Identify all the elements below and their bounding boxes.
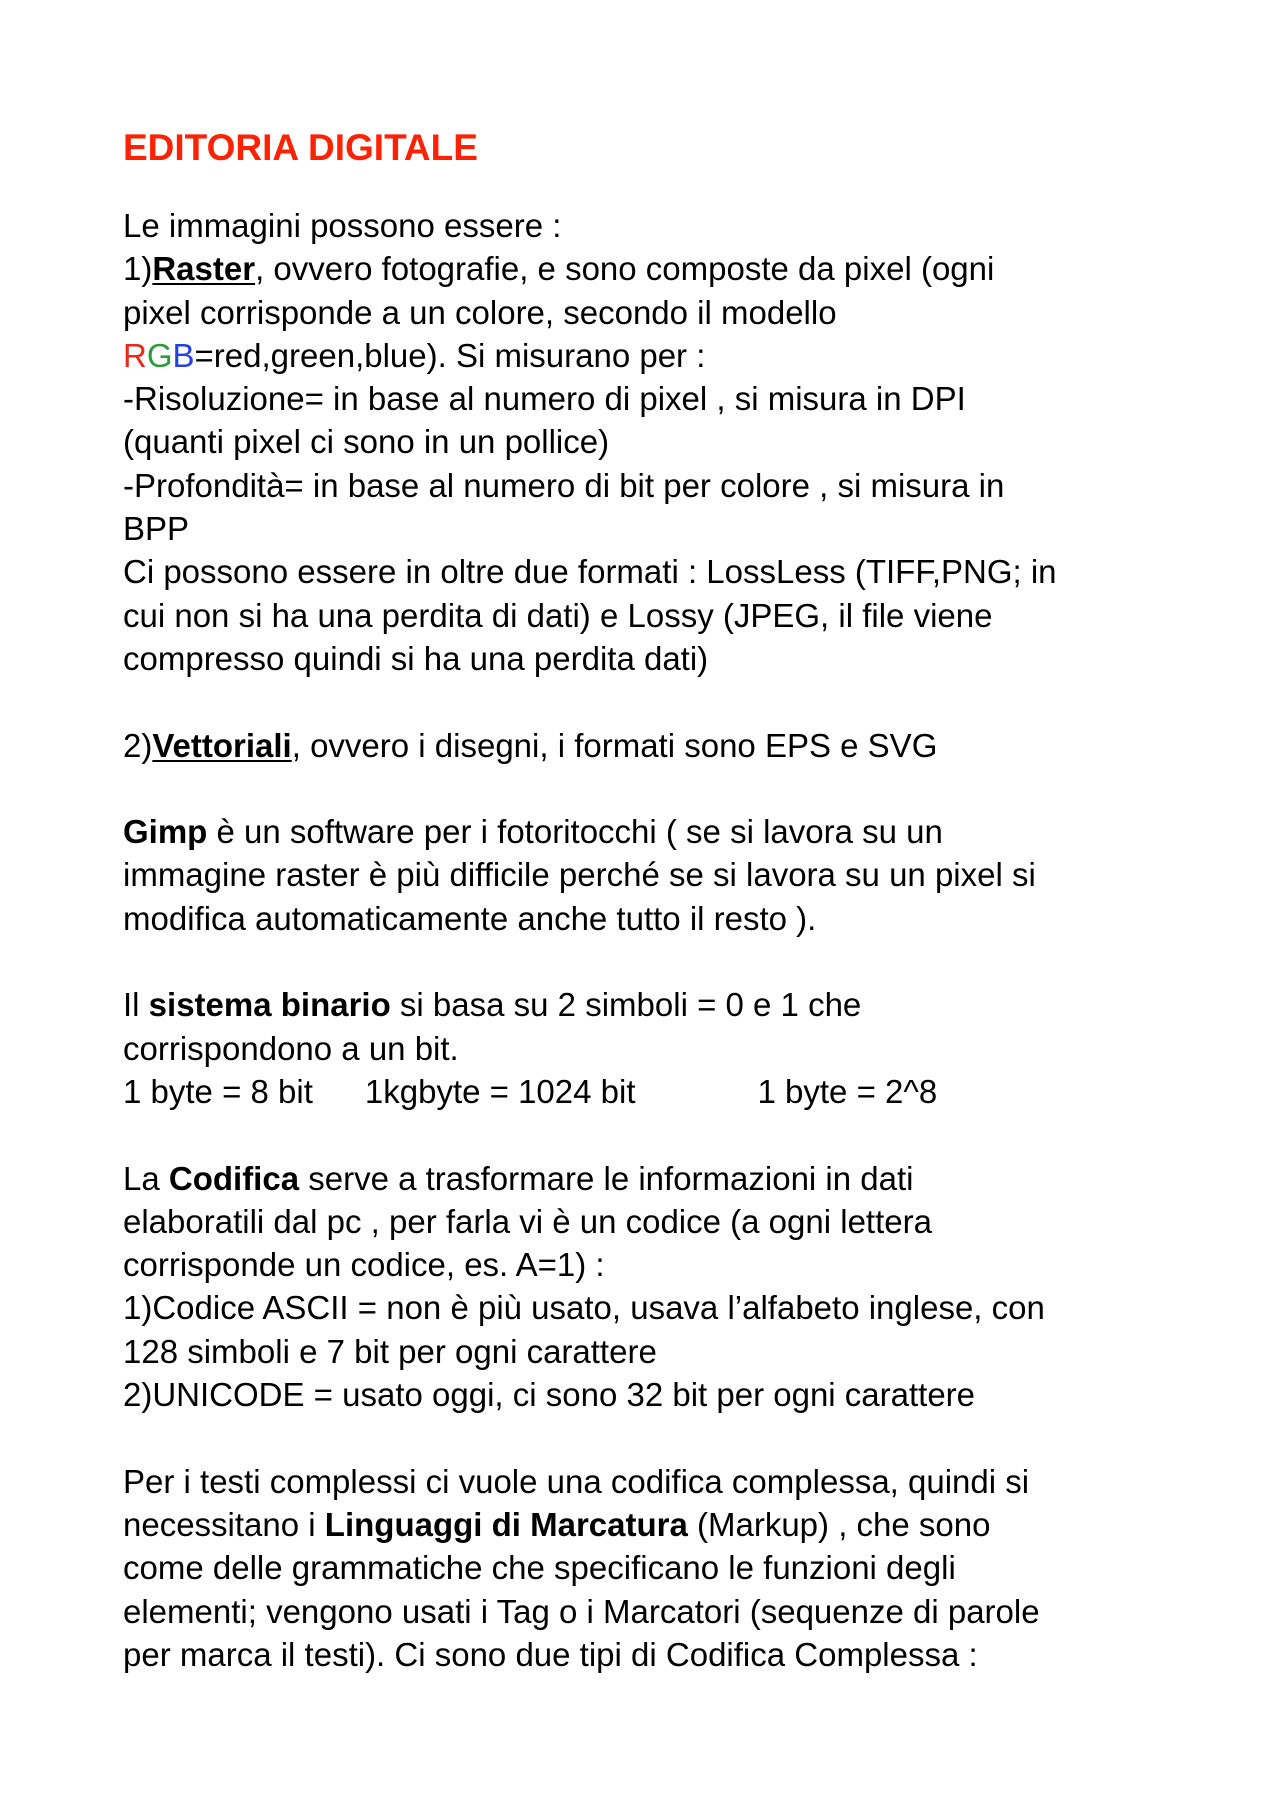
risoluzione-line-1: -Risoluzione= in base al numero di pixel , si misura in DPI [123, 380, 966, 418]
raster-line-1 [123, 247, 1183, 290]
markup-line-1: Per i testi complessi ci vuole una codifica complessa, quindi si [123, 1462, 1030, 1500]
binario-text-1: si basa su 2 simboli = 0 e 1 che [390, 986, 862, 1024]
document-page [123, 118, 1183, 1676]
markup-pre: necessitano i [123, 1505, 325, 1543]
rgb-g: G [146, 336, 173, 374]
raster-line-2: pixel corrisponde a un colore, secondo il modello [123, 293, 837, 331]
rgb-b: B [172, 336, 195, 374]
gimp-text-1: è un software per i fotoritocchi ( se si lavora su un [207, 813, 943, 851]
formati-line-3: compresso quindi si ha una perdita dati) [123, 639, 709, 677]
markup-line-4: elementi; vengono usati i Tag o i Marcatori (sequenze di parole [123, 1592, 1040, 1630]
rgb-r: R [123, 336, 147, 374]
binario-line-2: corrispondono a un bit. [123, 1029, 459, 1067]
profondita-line-1: -Profondità= in base al numero di bit per colore , si misura in [123, 466, 1005, 504]
ascii-line-1: 1)Codice ASCII = non è più usato, usava l’alfabeto inglese, con [123, 1289, 1045, 1327]
markup-post: (Markup) , che sono [687, 1505, 991, 1543]
profondita-line-2: BPP [123, 510, 190, 548]
paragraph-gap [123, 1416, 1183, 1459]
vettoriali-term: Vettoriali [152, 726, 292, 764]
gimp-line-2: immagine raster è più difficile perché se si lavora su un pixel si [123, 856, 1036, 894]
raster-text-1: , ovvero fotografie, e sono composte da pixel (ogni [255, 250, 995, 288]
gimp-line-3: modifica automaticamente anche tutto il resto ). [123, 899, 817, 937]
risoluzione-line-2: (quanti pixel ci sono in un pollice) [123, 423, 610, 461]
vettoriali-line [123, 724, 1183, 767]
formati-line-1: Ci possono essere in oltre due formati : LossLess (TIFF,PNG; in [123, 553, 1057, 591]
document-title: EDITORIA DIGITALE [123, 127, 478, 168]
codifica-text-1: serve a trasformare le informazioni in dati [299, 1159, 914, 1197]
codifica-line-3: corrisponde un codice, es. A=1) : [123, 1246, 605, 1284]
gimp-term: Gimp [123, 813, 208, 851]
binario-pre: Il [123, 986, 149, 1024]
vettoriali-number: 2) [123, 726, 153, 764]
formati-line-2: cui non si ha una perdita di dati) e Lossy (JPEG, il file viene [123, 596, 993, 634]
binario-term: sistema binario [148, 986, 391, 1024]
equation-kgbyte: 1kgbyte = 1024 bit [364, 1072, 636, 1110]
equation-byte-bit: 1 byte = 8 bit [123, 1072, 313, 1110]
paragraph-gap [123, 767, 1183, 810]
binario-line-1 [123, 983, 1183, 1026]
paragraph-gap [123, 940, 1183, 983]
codifica-term: Codifica [168, 1159, 300, 1197]
codifica-pre: La [123, 1159, 169, 1197]
binario-equations [123, 1070, 1183, 1113]
gimp-line-1 [123, 810, 1183, 853]
ascii-line-2: 128 simboli e 7 bit per ogni carattere [123, 1332, 657, 1370]
paragraph-gap [123, 1113, 1183, 1156]
vettoriali-text: , ovvero i disegni, i formati sono EPS e SVG [291, 726, 938, 764]
paragraph-gap [123, 680, 1183, 723]
unicode-line: 2)UNICODE = usato oggi, ci sono 32 bit per ogni carattere [123, 1376, 976, 1414]
codifica-line-1 [123, 1157, 1183, 1200]
images-intro: Le immagini possono essere : [123, 207, 562, 244]
markup-line-3: come delle grammatiche che specificano le funzioni degli [123, 1549, 956, 1587]
markup-line-2 [123, 1503, 1183, 1546]
markup-line-5: per marca il testi). Ci sono due tipi di Codifica Complessa : [123, 1635, 978, 1673]
rgb-line [123, 334, 1183, 377]
rgb-rest: =red,green,blue). Si misurano per : [194, 336, 706, 374]
equation-byte-power: 1 byte = 2^8 [757, 1072, 938, 1110]
raster-term: Raster [152, 250, 256, 288]
markup-term: Linguaggi di Marcatura [324, 1505, 688, 1543]
raster-number: 1) [123, 250, 153, 288]
codifica-line-2: elaboratili dal pc , per farla vi è un codice (a ogni lettera [123, 1202, 932, 1240]
